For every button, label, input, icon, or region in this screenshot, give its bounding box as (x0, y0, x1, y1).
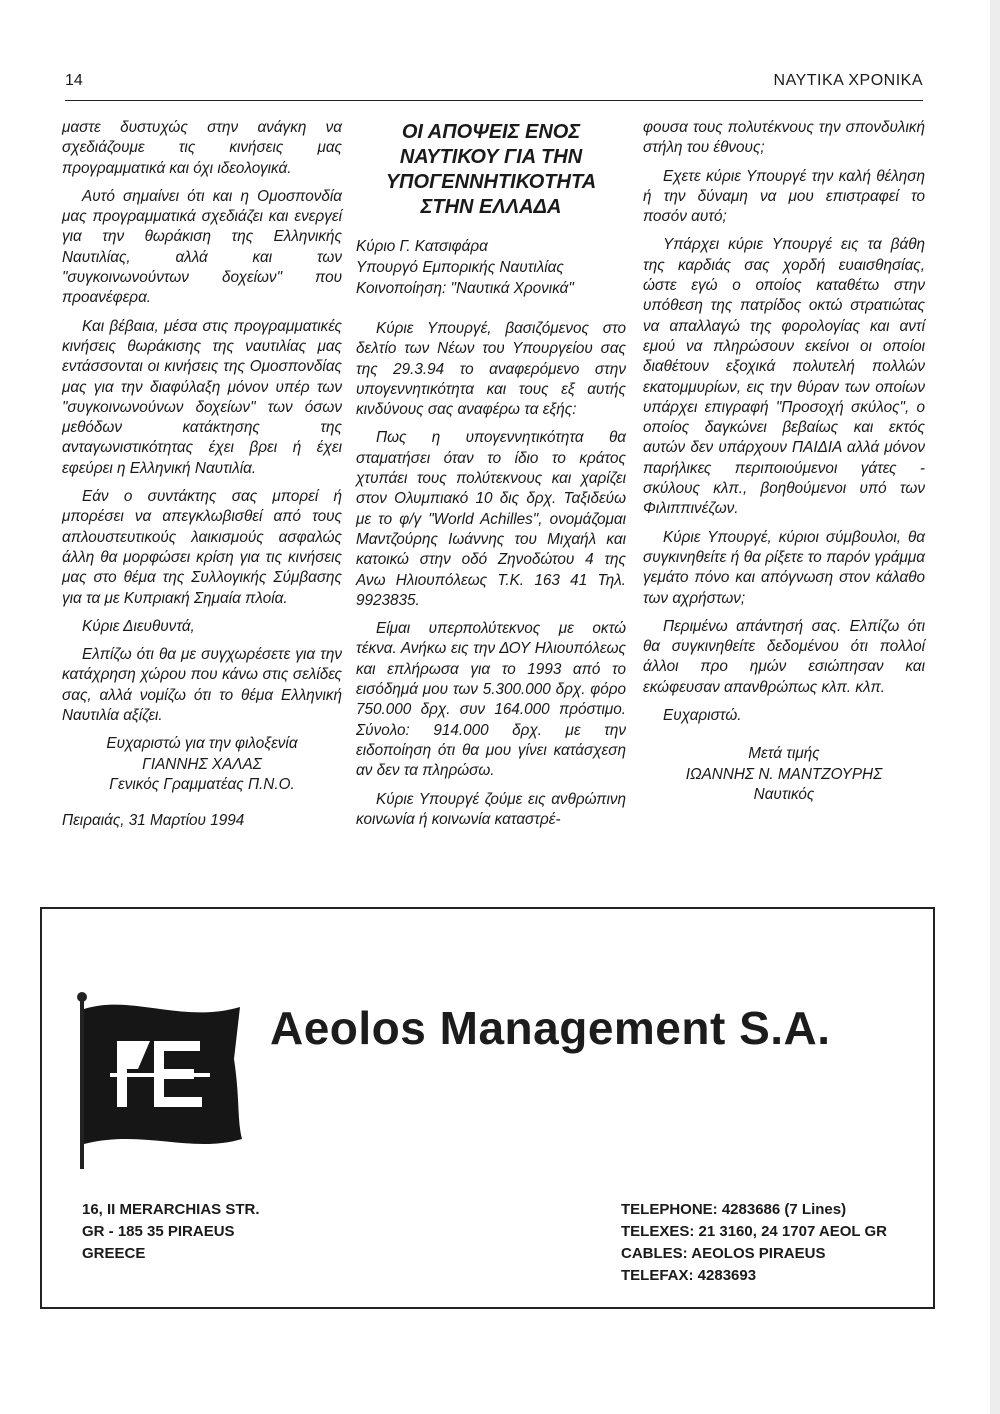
signoff-name: ΙΩΑΝΝΗΣ Ν. ΜΑΝΤΖΟΥΡΗΣ (685, 765, 883, 783)
paragraph: Πως η υπογεννητικότητα θα σταματήσει όταν το ίδιο το κράτος χτυπάει τους πολύτεκνους και χαρίζει στον Ολυμπιακό 10 δις δρχ. Ταξιδεύω με το φ/γ "World Achilles", ονομάζομαι Μαντζούρης Ιωάννης του Μιχαήλ και κατοικώ στην οδό Ζηνοδώτου 4 της Ανω Ηλιουπόλεως Τ.Κ. 163 41 Τηλ. 9923835. (356, 429, 626, 609)
contact-line: TELEFAX: 4283693 (621, 1267, 757, 1284)
paragraph: Εχετε κύριε Υπουργέ την καλή θέληση ή την δύναμη να μου επιστραφεί το ποσόν αυτό; (643, 167, 925, 226)
salutation: Κύριε Διευθυντά, (82, 617, 195, 635)
page-edge (990, 0, 1000, 1414)
title-line: ΥΠΟΓΕΝΝΗΤΙΚΟΤΗΤΑ (385, 171, 597, 193)
signoff-block (62, 734, 342, 795)
paragraph: Υπάρχει κύριε Υπουργέ εις τα βάθη της καρδιάς σας χορδή ευαισθησίας, ώστε εγώ ο οποίος καταθέτω στην υπόθεση της πατρίδος οκτώ στρατιώτας να απαλλαγώ της φορολογίας και αντί εμού να πληρώσουν εκείνοι οι οποίοι διαθέτουν εξοχικά πολυτελή πολλών εκατομμυρίων, εις την θύραν των οποίων υπάρχει επιγραφή "Προσοχή σκύλος", ο οποίος δαγκώνει βεβαίως και εκτός αυτών δεν υπάρχουν ΠΑΙΔΙΑ αλλά μόνον παρήλικες περιποιούμενοι γάτες - σκύλους κλπ., βοηθούμενοι υπό των Φιλιππινέζων. (643, 236, 925, 518)
company-name: Aeolos Management S.A. (270, 1002, 831, 1054)
signoff-role: Γενικός Γραμματέας Π.Ν.Ο. (109, 775, 295, 793)
paragraph: Περιμένω απάντησή σας. Ελπίζω ότι θα συγκινηθείτε δεδομένου ότι πολλοί άλλοι προ ημών εσιώπησαν και εκώφευσαν απανθρώπως κλπ. κλπ. (643, 617, 925, 696)
contact-line: TELEPHONE: 4283686 (7 Lines) (621, 1201, 847, 1218)
column-1 (62, 118, 342, 840)
paragraph: Κύριε Υπουργέ, κύριοι σύμβουλοι, θα συγκινηθείτε ή θα ρίξετε το παρόν γράμμα γεμάτο πόνο και απόγνωση στον κάλαθο των αχρήστων; (643, 528, 925, 607)
article-title (356, 120, 626, 220)
contact-line: TELEXES: 21 3160, 24 1707 AEOL GR (621, 1223, 887, 1240)
addressee-line: Κοινοποίηση: "Ναυτικά Χρονικά" (356, 280, 574, 297)
running-title: ΝΑΥΤΙΚΑ ΧΡΟΝΙΚΑ (773, 72, 923, 89)
contact-line: CABLES: AEOLOS PIRAEUS (621, 1245, 826, 1262)
page-number: 14 (65, 72, 83, 89)
paragraph: φουσα τους πολυτέκνους την σπονδυλική στήλη του έθνους; (643, 119, 925, 157)
column-2 (356, 118, 626, 838)
paragraph: Και βέβαια, μέσα στις προγραμματικές κινήσεις θωράκισης της ναυτιλίας μας εντάσσονται οι κινήσεις της Ομοσπονδίας μας για την διαφύλαξη μόνον υπέρ των "συγκοινωνούνων δοχείων" των όσων μεθόδων κατάκτησης της ανταγωνιστικότητας έχει βρει ή έχει εφεύρει η Ελληνική Ναυτιλία. (62, 317, 342, 477)
flag-icon (72, 989, 247, 1169)
addressee-line: Υπουργό Εμπορικής Ναυτιλίας (356, 259, 564, 276)
page-header (65, 70, 923, 101)
signoff-block (643, 744, 925, 805)
paragraph: Εάν ο συντάκτης σας μπορεί ή μπορέσει να απεγκλωβισθεί από τους απλουστευτικούς λαικισμούς ασφαλώς άλλη θα μορφώσει κρίση για τις κινήσεις μας στο θέμα της Συλλογικής Σύμβασης για τα με Κυπριακή Σημαία πλοία. (62, 488, 342, 607)
signoff-line: Ευχαριστώ για την φιλοξενία (106, 735, 298, 753)
paragraph: Κύριε Υπουργέ ζούμε εις ανθρώπινη κοινωνία ή κοινωνία καταστρέ- (356, 790, 626, 828)
addressee-block (356, 236, 626, 299)
paragraph: Αυτό σημαίνει ότι και η Ομοσπονδία μας προγραμματικά σχεδιάζει και ενεργεί για την θωράκιση της Ελληνικής Ναυτιλίας, αλλά και των "συγκοινωνούντων δοχείων" που προανέφερα. (62, 187, 342, 307)
paragraph: Είμαι υπερπολύτεκνος με οκτώ τέκνα. Ανήκω εις την ΔΟΥ Ηλιουπόλεως και επλήρωσα για το 1993 από το εισόδημά μου των 5.300.000 δρχ. φόρο 750.000 δρχ. συν 164.000 πρόστιμο. Σύνολο: 914.000 δρχ. με την ειδοποίηση ότι θα μου γίνει κατάσχεση αν δεν τα πληρώσω. (356, 620, 626, 780)
signoff-line: Μετά τιμής (748, 745, 820, 763)
title-line: ΝΑΥΤΙΚΟΥ ΓΙΑ ΤΗΝ (399, 146, 583, 168)
column-3 (643, 118, 925, 805)
company-address (82, 1199, 260, 1265)
signoff-role: Ναυτικός (753, 785, 815, 803)
company-contacts (621, 1199, 887, 1287)
title-line: ΣΤΗΝ ΕΛΛΑΔΑ (420, 196, 562, 218)
advertisement-box (40, 907, 935, 1309)
closing: Ευχαριστώ. (663, 707, 742, 725)
paragraph: Ελπίζω ότι θα με συγχωρέσετε για την κατάχρηση χώρου που κάνω στις σελίδες σας, αλλά νομίζω ότι το θέμα Ελληνική Ναυτιλία αξίζει. (62, 646, 342, 725)
paragraph: Κύριε Υπουργέ, βασιζόμενος στο δελτίο των Νέων του Υπουργείου σας της 29.3.94 το αναφερόμενο στην υπογεννητικότητα και τους εξ αυτής κινδύνους σας αναφέρω τα εξής: (356, 320, 626, 419)
place-date: Πειραιάς, 31 Μαρτίου 1994 (62, 812, 245, 830)
address-line: GREECE (82, 1245, 146, 1262)
address-line: 16, II MERARCHIAS STR. (82, 1201, 260, 1218)
paragraph: μαστε δυστυχώς στην ανάγκη να σχεδιάζουμε τις κινήσεις μας προγραμματικά και όχι ιδεολογικά. (62, 119, 342, 177)
address-line: GR - 185 35 PIRAEUS (82, 1223, 235, 1240)
title-line: ΟΙ ΑΠΟΨΕΙΣ ΕΝΟΣ (401, 121, 581, 143)
signoff-name: ΓΙΑΝΝΗΣ ΧΑΛΑΣ (142, 755, 262, 773)
addressee-line: Κύριο Γ. Κατσιφάρα (356, 238, 488, 255)
